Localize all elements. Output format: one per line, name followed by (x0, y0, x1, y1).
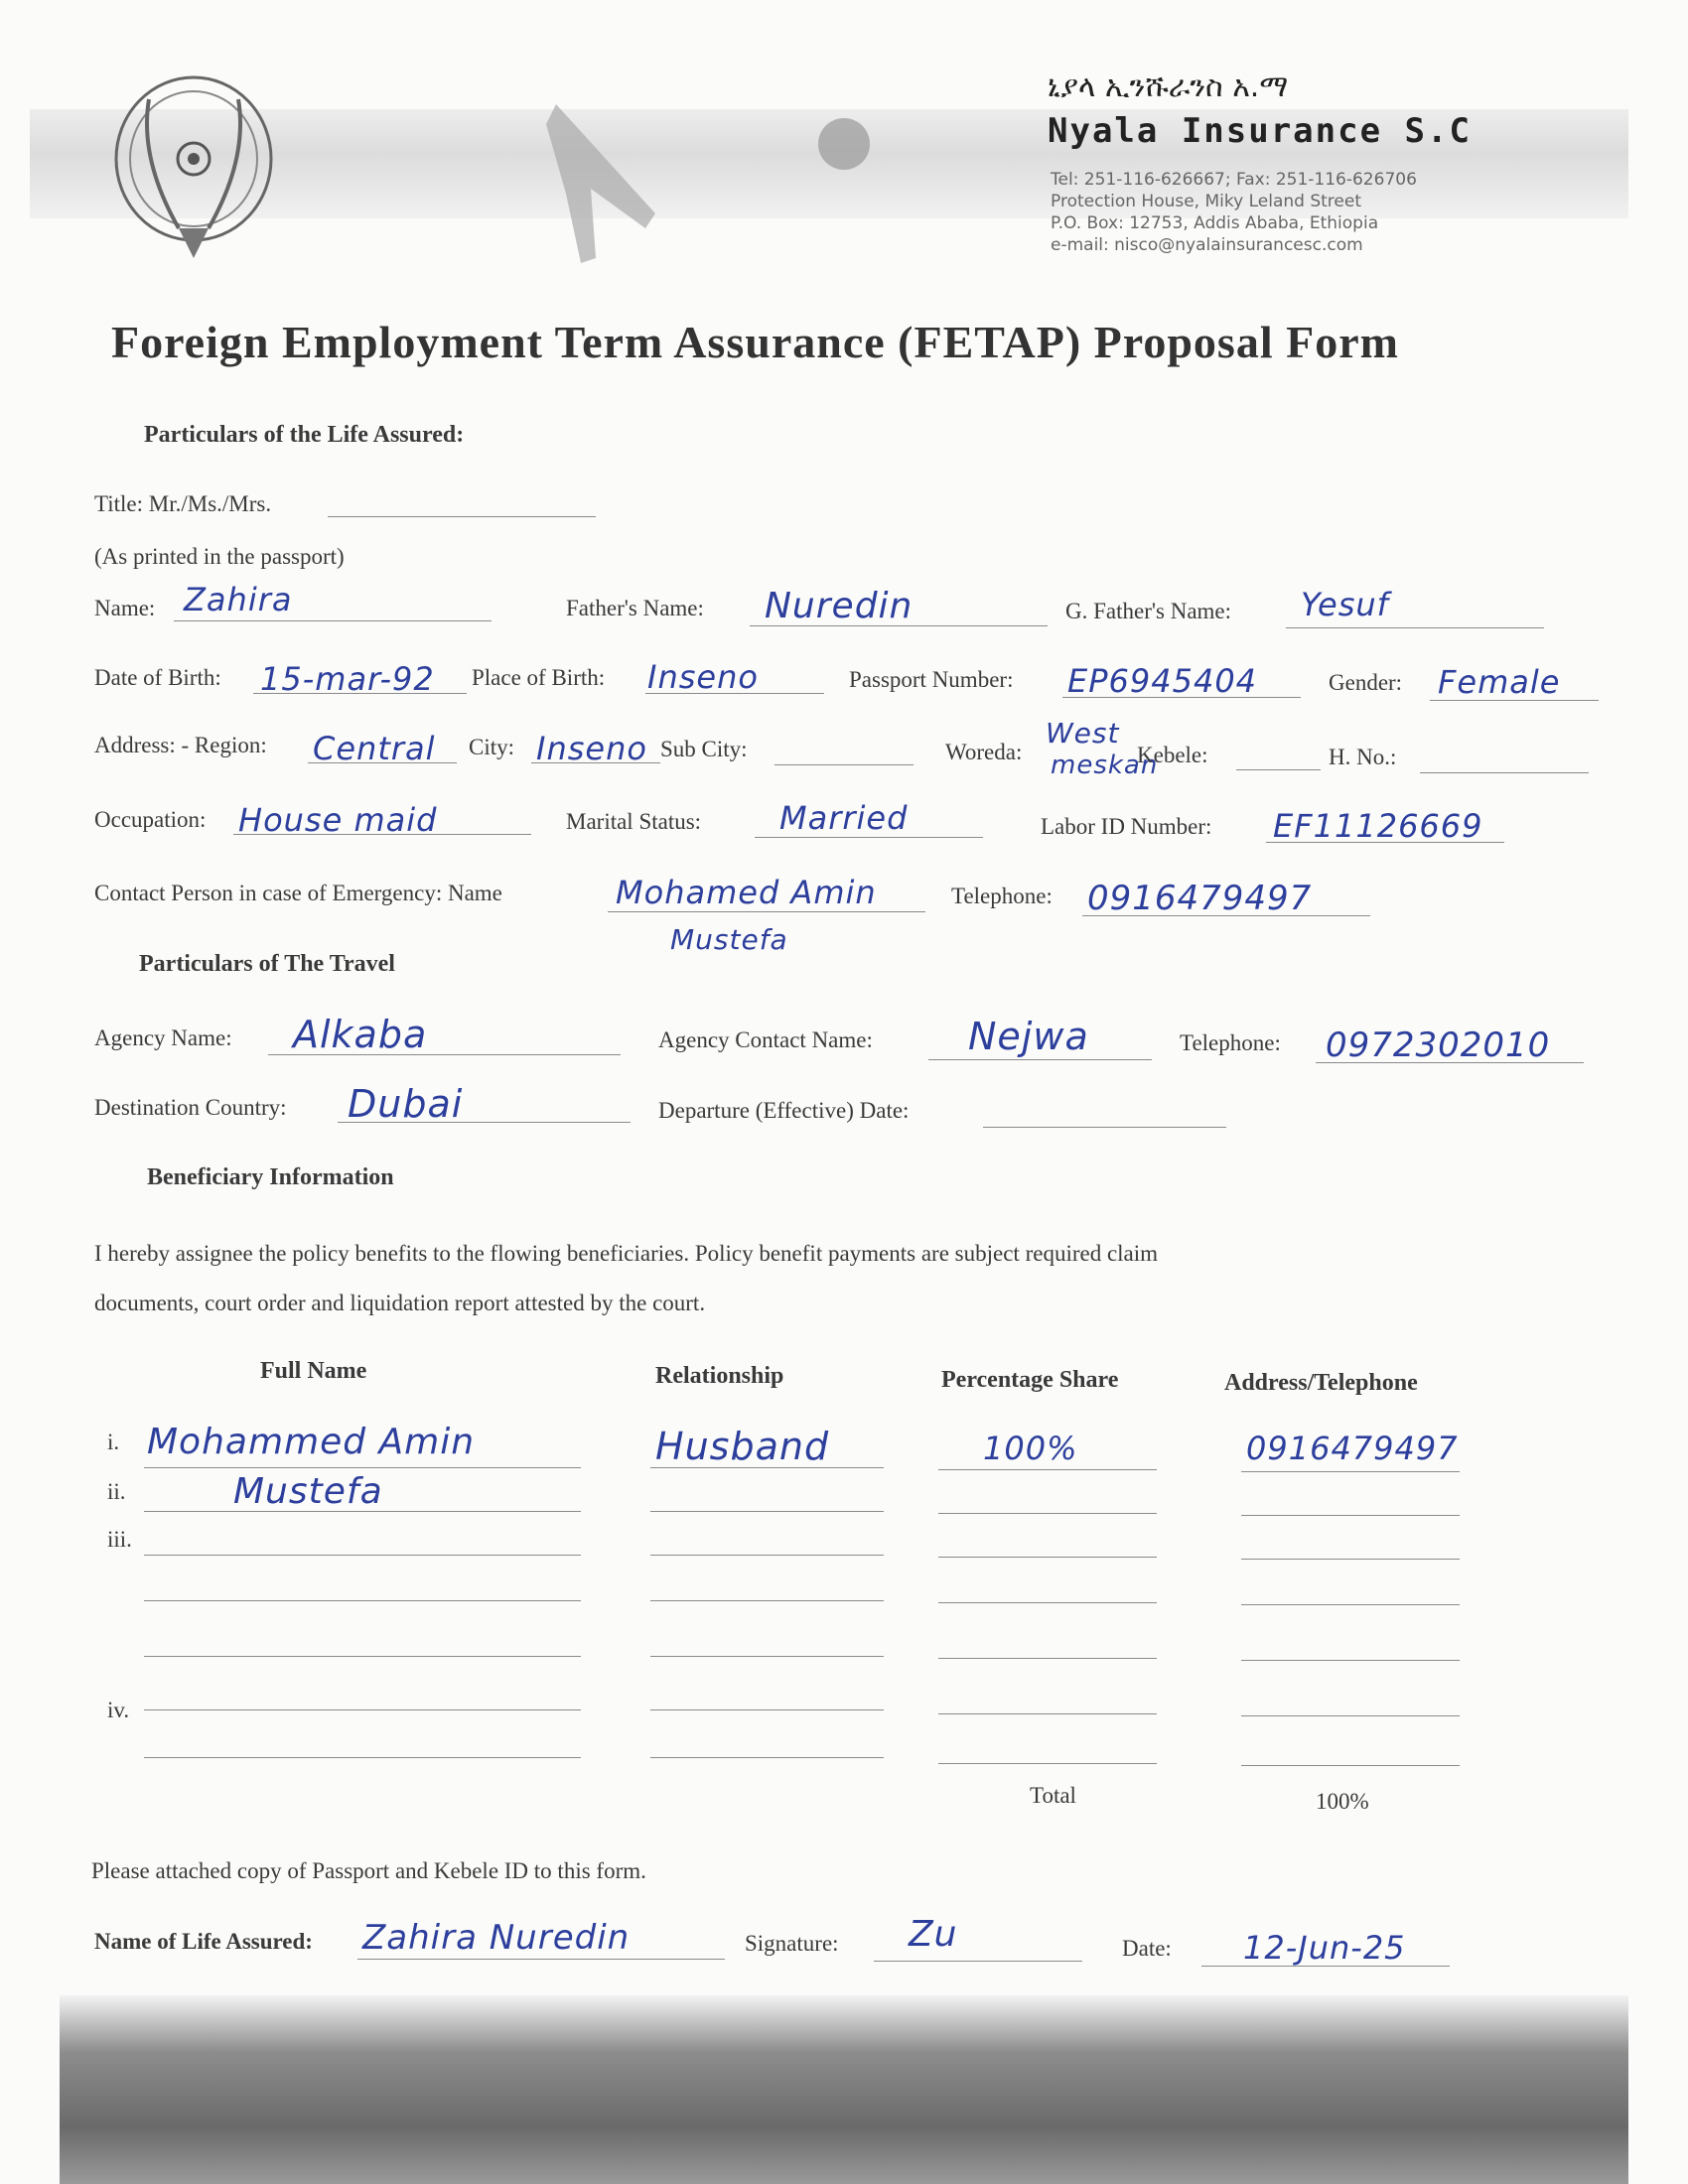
life-assured-name-label: Name of Life Assured: (94, 1929, 313, 1954)
name-field[interactable] (174, 620, 492, 621)
gfather-name-field[interactable] (1286, 627, 1544, 628)
row-extra2-address-field[interactable] (1241, 1660, 1460, 1661)
row-ii-address-field[interactable] (1241, 1515, 1460, 1516)
destination-country-label: Destination Country: (94, 1095, 287, 1120)
signature-value: Zu (909, 1914, 958, 1955)
emergency-telephone-value: 0916479497 (1087, 879, 1313, 918)
row-v-address-field[interactable] (1241, 1765, 1460, 1766)
name-value: Zahira (184, 581, 293, 618)
city-label: City: (469, 735, 515, 759)
sub-city-label: Sub City: (660, 737, 748, 761)
row-ii-name-field[interactable] (144, 1511, 581, 1512)
row-v-relationship-field[interactable] (650, 1757, 884, 1758)
row-extra-address-field[interactable] (1241, 1604, 1460, 1605)
date-label: Date: (1122, 1936, 1172, 1961)
beneficiary-name-line2: Mustefa (233, 1471, 383, 1512)
row-extra-name-field[interactable] (144, 1600, 581, 1601)
sub-city-field[interactable] (774, 764, 914, 765)
city-value: Inseno (536, 730, 647, 767)
emergency-contact-value-line1: Mohamed Amin (616, 874, 877, 911)
footer-banner (60, 1995, 1628, 2184)
agency-name-value: Alkaba (293, 1013, 428, 1056)
beneficiary-name-line1: Mohammed Amin (147, 1422, 476, 1462)
father-name-label: Father's Name: (566, 596, 704, 620)
signature-label: Signature: (745, 1931, 839, 1956)
gfather-name-value: Yesuf (1301, 586, 1389, 623)
row-label-i: i. (107, 1430, 120, 1454)
house-number-field[interactable] (1420, 772, 1589, 773)
row-iii-share-field[interactable] (938, 1557, 1157, 1558)
agency-telephone-value: 0972302010 (1326, 1025, 1551, 1065)
emergency-contact-label: Contact Person in case of Emergency: Name (94, 881, 502, 905)
row-label-iv: iv. (107, 1698, 130, 1722)
beneficiary-share-value: 100% (983, 1430, 1078, 1467)
passport-note: (As printed in the passport) (94, 544, 345, 569)
globe-icon (814, 114, 874, 174)
gender-label: Gender: (1329, 670, 1403, 695)
row-iv-relationship-field[interactable] (650, 1709, 884, 1710)
gfather-name-label: G. Father's Name: (1065, 599, 1232, 623)
name-label: Name: (94, 596, 156, 620)
company-address: Protection House, Miky Leland Street (1051, 192, 1361, 211)
total-label: Total (1030, 1783, 1076, 1808)
departure-date-label: Departure (Effective) Date: (658, 1098, 910, 1123)
labor-id-value: EF11126669 (1273, 807, 1483, 845)
company-email: e-mail: nisco@nyalainsurancesc.com (1051, 235, 1363, 255)
row-extra2-share-field[interactable] (938, 1658, 1157, 1659)
row-ii-share-field[interactable] (938, 1513, 1157, 1514)
passport-number-value: EP6945404 (1067, 662, 1258, 700)
col-header-percentage-share: Percentage Share (941, 1367, 1119, 1393)
kebele-label: Kebele: (1137, 743, 1208, 767)
section-beneficiary-heading: Beneficiary Information (147, 1164, 394, 1190)
row-iii-address-field[interactable] (1241, 1559, 1460, 1560)
row-label-iii: iii. (107, 1527, 132, 1552)
row-extra-relationship-field[interactable] (650, 1600, 884, 1601)
row-i-name-field[interactable] (144, 1467, 581, 1468)
emergency-telephone-label: Telephone: (951, 884, 1053, 908)
emergency-contact-value-line2: Mustefa (670, 923, 788, 956)
emergency-contact-field[interactable] (608, 911, 925, 912)
section-travel-heading: Particulars of The Travel (139, 951, 395, 977)
labor-id-label: Labor ID Number: (1041, 814, 1212, 839)
woreda-value-line1: West (1046, 717, 1120, 750)
company-tel: Tel: 251-116-626667; Fax: 251-116-626706 (1051, 170, 1417, 190)
date-value: 12-Jun-25 (1243, 1929, 1406, 1967)
departure-date-field[interactable] (983, 1127, 1226, 1128)
marital-status-field[interactable] (755, 837, 983, 838)
col-header-full-name: Full Name (260, 1358, 367, 1384)
agency-telephone-label: Telephone: (1180, 1030, 1281, 1055)
agency-contact-value: Nejwa (968, 1015, 1089, 1058)
row-iii-name-field[interactable] (144, 1555, 581, 1556)
row-extra-share-field[interactable] (938, 1602, 1157, 1603)
pob-label: Place of Birth: (472, 665, 606, 690)
form-title: Foreign Employment Term Assurance (FETAP) Proposal Form (111, 317, 1399, 367)
region-value: Central (313, 730, 436, 767)
agency-contact-label: Agency Contact Name: (658, 1027, 873, 1052)
total-value: 100% (1316, 1789, 1369, 1814)
region-label: Address: - Region: (94, 733, 267, 757)
row-iv-share-field[interactable] (938, 1713, 1157, 1714)
company-contact (1051, 169, 1417, 256)
section-life-assured-heading: Particulars of the Life Assured: (144, 422, 465, 448)
company-amharic-name: ኒያላ ኢንሹራንስ አ.ማ (1048, 69, 1289, 104)
row-extra2-name-field[interactable] (144, 1656, 581, 1657)
father-name-value: Nuredin (765, 586, 914, 626)
airplane-icon (536, 94, 675, 273)
agency-contact-field[interactable] (928, 1059, 1152, 1060)
pob-value: Inseno (647, 658, 759, 696)
nyala-logo-icon (109, 69, 278, 268)
dob-value: 15-mar-92 (260, 660, 435, 698)
dob-label: Date of Birth: (94, 665, 221, 690)
row-v-share-field[interactable] (938, 1763, 1157, 1764)
company-po-box: P.O. Box: 12753, Addis Ababa, Ethiopia (1051, 213, 1379, 233)
occupation-value: House maid (238, 801, 438, 839)
row-iii-relationship-field[interactable] (650, 1555, 884, 1556)
marital-status-label: Marital Status: (566, 809, 702, 834)
beneficiary-relationship-value: Husband (655, 1425, 830, 1468)
title-field[interactable] (328, 516, 596, 517)
woreda-label: Woreda: (945, 740, 1023, 764)
row-v-name-field[interactable] (144, 1757, 581, 1758)
beneficiary-phone-value: 0916479497 (1246, 1430, 1459, 1467)
gender-value: Female (1438, 663, 1561, 701)
row-extra2-relationship-field[interactable] (650, 1656, 884, 1657)
col-header-address-telephone: Address/Telephone (1224, 1370, 1418, 1396)
row-ii-relationship-field[interactable] (650, 1511, 884, 1512)
company-name: Nyala Insurance S.C (1048, 111, 1472, 151)
signature-field[interactable] (874, 1961, 1082, 1962)
row-i-relationship-field[interactable] (650, 1467, 884, 1468)
row-i-address-field[interactable] (1241, 1471, 1460, 1472)
kebele-field[interactable] (1236, 769, 1321, 770)
row-i-share-field[interactable] (938, 1469, 1157, 1470)
row-iv-address-field[interactable] (1241, 1715, 1460, 1716)
beneficiary-paragraph-line1: I hereby assignee the policy benefits to the flowing beneficiaries. Policy benefit payments are subject required claim (94, 1241, 1159, 1266)
passport-number-label: Passport Number: (849, 667, 1014, 692)
woreda-value-line2: meskan (1051, 751, 1159, 780)
destination-country-value: Dubai (348, 1082, 464, 1126)
title-label: Title: Mr./Ms./Mrs. (94, 491, 272, 516)
life-assured-name-value: Zahira Nuredin (362, 1918, 631, 1958)
occupation-label: Occupation: (94, 807, 207, 832)
agency-name-label: Agency Name: (94, 1025, 232, 1050)
row-label-ii: ii. (107, 1479, 126, 1504)
col-header-relationship: Relationship (655, 1363, 784, 1389)
row-iv-name-field[interactable] (144, 1709, 581, 1710)
attachment-note: Please attached copy of Passport and Kebele ID to this form. (91, 1858, 646, 1883)
house-number-label: H. No.: (1329, 745, 1397, 769)
life-assured-name-field[interactable] (357, 1959, 725, 1960)
beneficiary-paragraph-line2: documents, court order and liquidation report attested by the court. (94, 1291, 706, 1315)
marital-status-value: Married (779, 799, 909, 837)
